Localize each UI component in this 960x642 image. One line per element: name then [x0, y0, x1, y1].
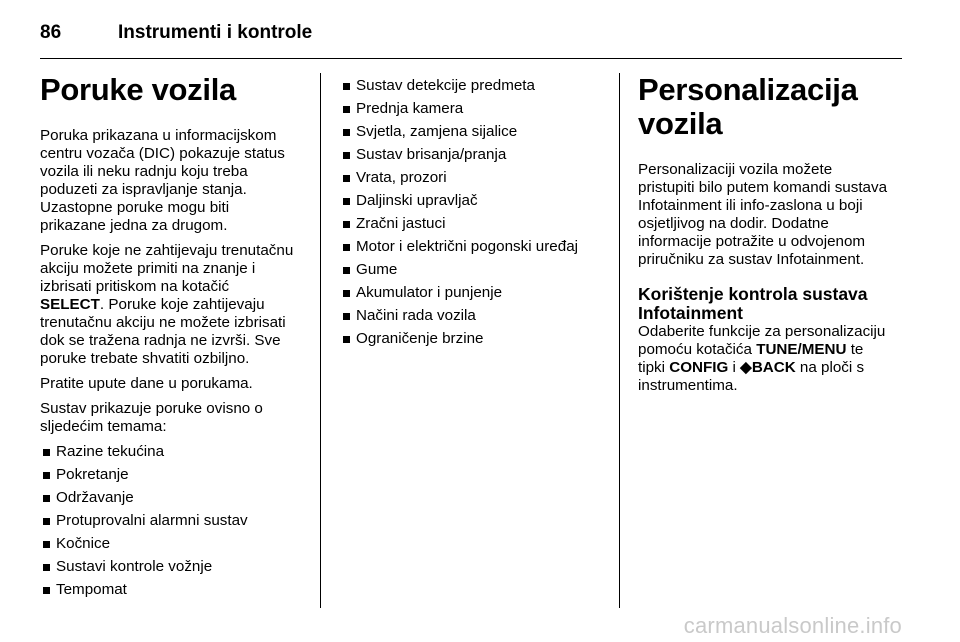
- list-item: [340, 77, 610, 95]
- list-item: [40, 466, 310, 484]
- bullet-icon: [43, 495, 50, 502]
- list-item: [340, 307, 610, 325]
- list-item: [340, 169, 610, 187]
- column-divider-1: [320, 73, 321, 608]
- list-item-text: Protuprovalni alarmni sustav: [56, 512, 248, 529]
- page-header: [40, 18, 900, 46]
- text-span: te tipki: [638, 341, 864, 376]
- bullet-icon: [43, 472, 50, 479]
- column-middle: [340, 62, 610, 353]
- bullet-icon: [43, 518, 50, 525]
- list-item: [340, 100, 610, 118]
- bullet-icon: [343, 198, 350, 205]
- bullet-icon: [43, 564, 50, 571]
- list-item-text: Razine tekućina: [56, 443, 165, 460]
- topics-list-1: [40, 443, 310, 599]
- list-item-text: Motor i električni pogonski uređaj: [356, 238, 579, 255]
- list-item: [40, 535, 310, 553]
- heading-poruke-vozila: Poruke vozila: [40, 72, 236, 107]
- watermark: carmanualsonline.info: [683, 613, 902, 638]
- bullet-icon: [343, 106, 350, 113]
- text-span: na ploči s instrumentima.: [638, 359, 865, 394]
- column-right: [638, 62, 906, 402]
- back-keyword: BACK: [751, 359, 796, 376]
- list-item-text: Održavanje: [56, 489, 134, 506]
- list-item: [340, 215, 610, 233]
- text-span: i: [728, 359, 741, 376]
- bullet-icon: [343, 175, 350, 182]
- list-item: [340, 330, 610, 348]
- list-item: [340, 192, 610, 210]
- list-item: [340, 123, 610, 141]
- bullet-icon: [343, 244, 350, 251]
- list-item: [340, 238, 610, 256]
- topics-list-2: [340, 77, 610, 348]
- list-item-text: Svjetla, zamjena sijalice: [356, 123, 518, 140]
- paragraph-4: Sustav prikazuje poruke ovisno o sljedećim temama:: [40, 400, 263, 435]
- list-item-text: Zračni jastuci: [356, 215, 446, 232]
- list-item: [40, 581, 310, 599]
- list-item: [340, 146, 610, 164]
- bullet-icon: [343, 336, 350, 343]
- paragraph-1: Poruka prikazana u informacijskom centru vozača (DIC) pokazuje status vozila ili neku radnju koju treba poduzeti za ispravljanje stanja. Uzastopne poruke mogu biti prikazane jedna za drugom.: [40, 127, 285, 234]
- paragraph-controls: [638, 323, 906, 395]
- section-title: Instrumenti i kontrole: [118, 22, 313, 43]
- paragraph-3: Pratite upute dane u porukama.: [40, 375, 253, 392]
- config-keyword: CONFIG: [669, 359, 729, 376]
- subheading-infotainment-controls: Korištenje kontrola sustava Infotainment: [638, 284, 868, 323]
- paragraph-2: [40, 242, 310, 368]
- list-item-text: Daljinski upravljač: [356, 192, 478, 209]
- list-item-text: Sustav detekcije predmeta: [356, 77, 535, 94]
- list-item: [340, 284, 610, 302]
- bullet-icon: [343, 221, 350, 228]
- bullet-icon: [343, 290, 350, 297]
- bullet-icon: [43, 587, 50, 594]
- bullet-icon: [343, 83, 350, 90]
- list-item-text: Akumulator i punjenje: [356, 284, 503, 301]
- list-item: [340, 261, 610, 279]
- list-item-text: Sustavi kontrole vožnje: [56, 558, 213, 575]
- list-item-text: Kočnice: [56, 535, 111, 552]
- paragraph-personalization: Personalizaciji vozila možete pristupiti bilo putem komandi sustava Infotainment ili info-zaslona u boji osjetljivog na dodir. Dodatne informacije potražite u odvojenom priručniku za sustav Infotainment.: [638, 161, 888, 268]
- back-arrow-icon: ◆: [740, 359, 752, 376]
- bullet-icon: [43, 449, 50, 456]
- text-span: Odaberite funkcije za personalizaciju pomoću kotačića: [638, 323, 886, 358]
- bullet-icon: [343, 129, 350, 136]
- list-item-text: Ograničenje brzine: [356, 330, 484, 347]
- column-divider-2: [619, 73, 620, 608]
- list-item: [40, 558, 310, 576]
- list-item-text: Sustav brisanja/pranja: [356, 146, 507, 163]
- list-item-text: Tempomat: [56, 581, 127, 598]
- list-item: [40, 443, 310, 461]
- bullet-icon: [343, 313, 350, 320]
- tune-menu-keyword: TUNE/MENU: [756, 341, 847, 358]
- header-rule: [40, 58, 902, 59]
- list-item-text: Pokretanje: [56, 466, 129, 483]
- bullet-icon: [343, 267, 350, 274]
- select-keyword: SELECT: [40, 296, 100, 313]
- list-item-text: Načini rada vozila: [356, 307, 476, 324]
- page-number: 86: [40, 22, 62, 43]
- list-item-text: Gume: [356, 261, 398, 278]
- text-span: . Poruke koje zahtijevaju trenutačnu akciju ne možete izbrisati dok se tražena radnja ne izvrši. Sve poruke trebate shvatiti ozbiljno.: [40, 296, 286, 367]
- bullet-icon: [343, 152, 350, 159]
- list-item-text: Vrata, prozori: [356, 169, 447, 186]
- list-item: [40, 512, 310, 530]
- bullet-icon: [43, 541, 50, 548]
- column-left: [40, 62, 310, 604]
- list-item-text: Prednja kamera: [356, 100, 464, 117]
- text-span: Poruke koje ne zahtijevaju trenutačnu akciju možete primiti na znanje i izbrisati pritiskom na kotačić: [40, 242, 294, 295]
- heading-personalizacija-vozila: Personalizacija vozila: [638, 72, 858, 141]
- list-item: [40, 489, 310, 507]
